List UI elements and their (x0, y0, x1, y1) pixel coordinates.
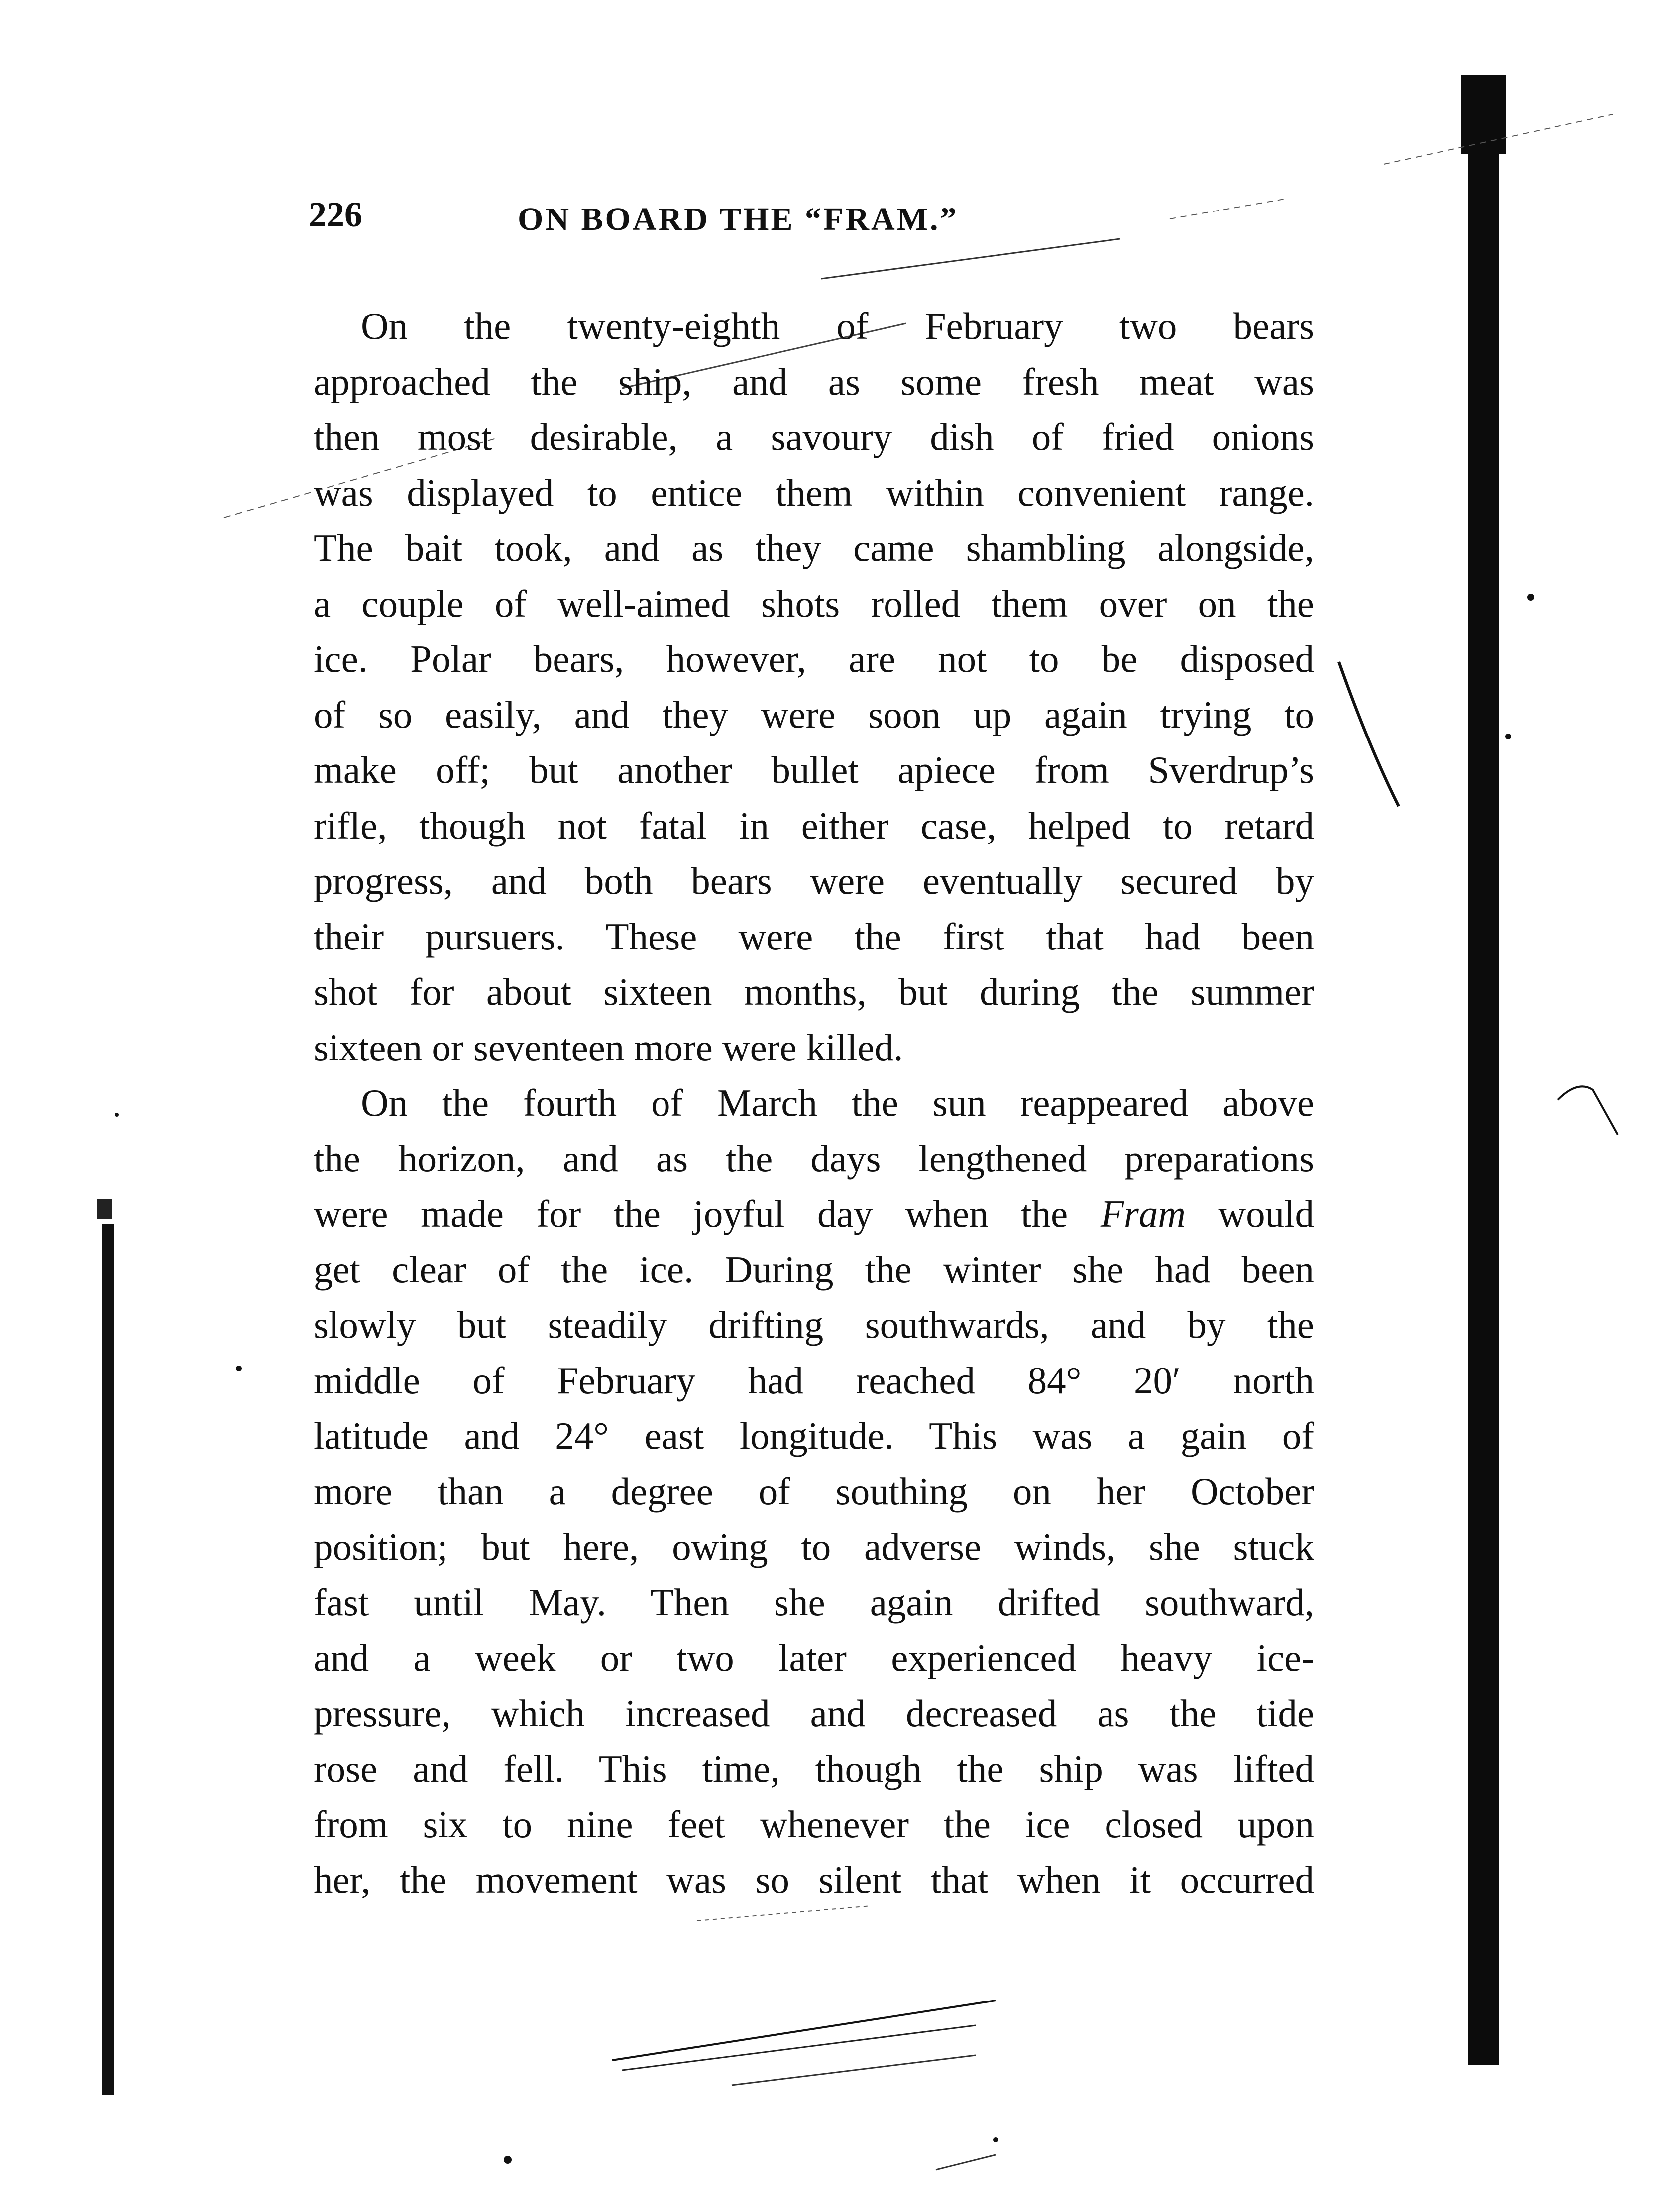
text-line: ice. Polar bears, however, are not to be disposed (314, 637, 1314, 680)
paragraph-1 (314, 299, 1314, 1075)
text-line: The bait took, and as they came shambling alongside, (314, 527, 1314, 569)
text-fragment: were made for the joyful day when the (314, 1192, 1101, 1235)
ship-name-italic: Fram (1100, 1192, 1186, 1235)
text-line: On the twenty-eighth of February two bears (361, 305, 1314, 347)
text-line: rose and fell. This time, though the ship was lifted (314, 1747, 1314, 1790)
text-line: was displayed to entice them within convenient range. (314, 471, 1314, 514)
text-line: middle of February had reached 84° 20′ north (314, 1359, 1314, 1402)
text-fragment: would (1185, 1192, 1315, 1235)
paragraph-2 (314, 1075, 1314, 1908)
text-line: get clear of the ice. During the winter she had been (314, 1248, 1314, 1291)
page-header (309, 197, 1195, 256)
text-line: and a week or two later experienced heavy ice- (314, 1636, 1314, 1679)
text-line: from six to nine feet whenever the ice closed upon (314, 1802, 1314, 1846)
text-line: make off; but another bullet apiece from Sverdrup’s (314, 748, 1314, 791)
text-line: then most desirable, a savoury dish of fried onions (314, 416, 1314, 458)
text-line: shot for about sixteen months, but during the summer (314, 970, 1314, 1013)
text-line: fast until May. Then she again drifted southward, (314, 1580, 1314, 1624)
text-line: On the fourth of March the sun reappeared above (361, 1081, 1314, 1124)
text-line: the horizon, and as the days lengthened preparations (314, 1137, 1314, 1180)
page-number: 226 (309, 195, 362, 234)
running-title: ON BOARD THE “FRAM.” (518, 201, 959, 237)
text-line: approached the ship, and as some fresh meat was (314, 360, 1314, 403)
text-line: their pursuers. These were the first that had been (314, 915, 1314, 958)
body-text (314, 299, 1314, 1908)
text-line: position; but here, owing to adverse winds, she stuck (314, 1525, 1314, 1568)
text-line: progress, and both bears were eventually secured by (314, 859, 1314, 902)
text-line: sixteen or seventeen more were killed. (314, 1026, 903, 1069)
text-line: a couple of well-aimed shots rolled them over on the (314, 582, 1314, 625)
text-line: rifle, though not fatal in either case, helped to retard (314, 804, 1314, 847)
text-line-with-italic (314, 1186, 1314, 1242)
text-line: of so easily, and they were soon up again trying to (314, 693, 1314, 736)
text-line: more than a degree of southing on her October (314, 1470, 1314, 1513)
text-line: latitude and 24° east longitude. This was a gain of (314, 1414, 1314, 1457)
text-line: her, the movement was so silent that when it occurred (314, 1858, 1314, 1901)
text-line: pressure, which increased and decreased as the tide (314, 1691, 1314, 1735)
text-line: slowly but steadily drifting southwards, and by the (314, 1303, 1314, 1346)
